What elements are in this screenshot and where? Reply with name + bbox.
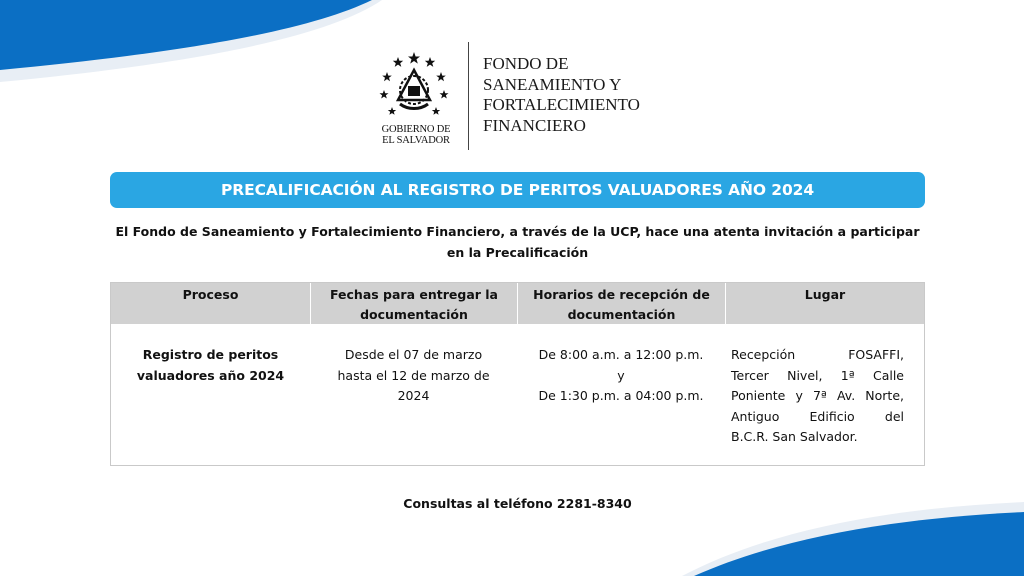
invitation-line-1: El Fondo de Saneamiento y Fortalecimiento Financiero, a través de la UCP, hace una atenta invitación a participar — [115, 224, 920, 239]
page-title: PRECALIFICACIÓN AL REGISTRO DE PERITOS VALUADORES AÑO 2024 — [220, 181, 815, 199]
cell-horarios-line-1: De 8:00 a.m. a 12:00 p.m. — [538, 347, 704, 362]
cell-lugar-line-3: Poniente y 7ª Av. Norte, — [731, 388, 904, 403]
cell-lugar-line-5: B.C.R. San Salvador. — [731, 429, 858, 444]
cell-fechas — [310, 345, 517, 407]
header-fechas-line-1: Fechas para entregar la — [330, 287, 498, 302]
cell-lugar-line-1: Recepción FOSAFFI, — [731, 347, 904, 362]
header-proceso-text: Proceso — [182, 287, 239, 302]
cell-fechas-line-3: 2024 — [397, 388, 430, 403]
invitation-line-2: en la Precalificación — [446, 245, 589, 260]
top-left-wave-decoration — [0, 0, 400, 100]
contact-phone-text: Consultas al teléfono 2281-8340 — [403, 496, 632, 511]
cell-proceso-line-2: valuadores año 2024 — [136, 367, 285, 383]
government-label — [372, 124, 460, 146]
cell-horarios-line-2: y — [617, 367, 625, 383]
cell-fechas-line-1: Desde el 07 de marzo — [344, 347, 483, 362]
gov-line-1: GOBIERNO DE — [381, 124, 451, 135]
org-line-3: FORTALECIMIENTO — [483, 95, 640, 114]
cell-lugar — [725, 345, 924, 448]
schedule-table — [110, 282, 925, 466]
header-horarios — [517, 283, 725, 324]
organization-name — [483, 54, 640, 136]
header-horarios-line-2: documentación — [567, 307, 676, 322]
cell-proceso — [111, 345, 310, 386]
cell-lugar-line-4: Antiguo Edificio del — [731, 408, 904, 424]
org-line-4: FINANCIERO — [483, 115, 586, 135]
invitation-text — [110, 221, 925, 263]
cell-lugar-line-2: Tercer Nivel, 1ª Calle — [731, 367, 904, 383]
gov-line-2: EL SALVADOR — [382, 135, 450, 146]
cell-horarios-line-3: De 1:30 p.m. a 04:00 p.m. — [538, 388, 704, 403]
org-line-2: SANEAMIENTO Y — [483, 74, 622, 94]
logo-divider — [468, 42, 469, 150]
cell-proceso-line-1: Registro de peritos — [142, 347, 279, 362]
header-lugar-text: Lugar — [804, 287, 846, 302]
header-proceso — [111, 283, 310, 324]
org-line-1: FONDO DE — [483, 54, 569, 73]
cell-horarios — [517, 345, 725, 407]
header-fechas-line-2: documentación — [360, 307, 468, 322]
title-banner — [110, 172, 925, 208]
el-salvador-coat-of-arms-icon — [378, 50, 450, 122]
header-fechas — [310, 283, 517, 324]
header-horarios-line-1: Horarios de recepción de — [533, 287, 710, 302]
header-logo — [372, 42, 692, 152]
table-header-row — [111, 283, 924, 324]
cell-fechas-line-2: hasta el 12 de marzo de — [337, 367, 490, 383]
header-lugar — [725, 283, 924, 324]
contact-footer — [110, 496, 925, 511]
